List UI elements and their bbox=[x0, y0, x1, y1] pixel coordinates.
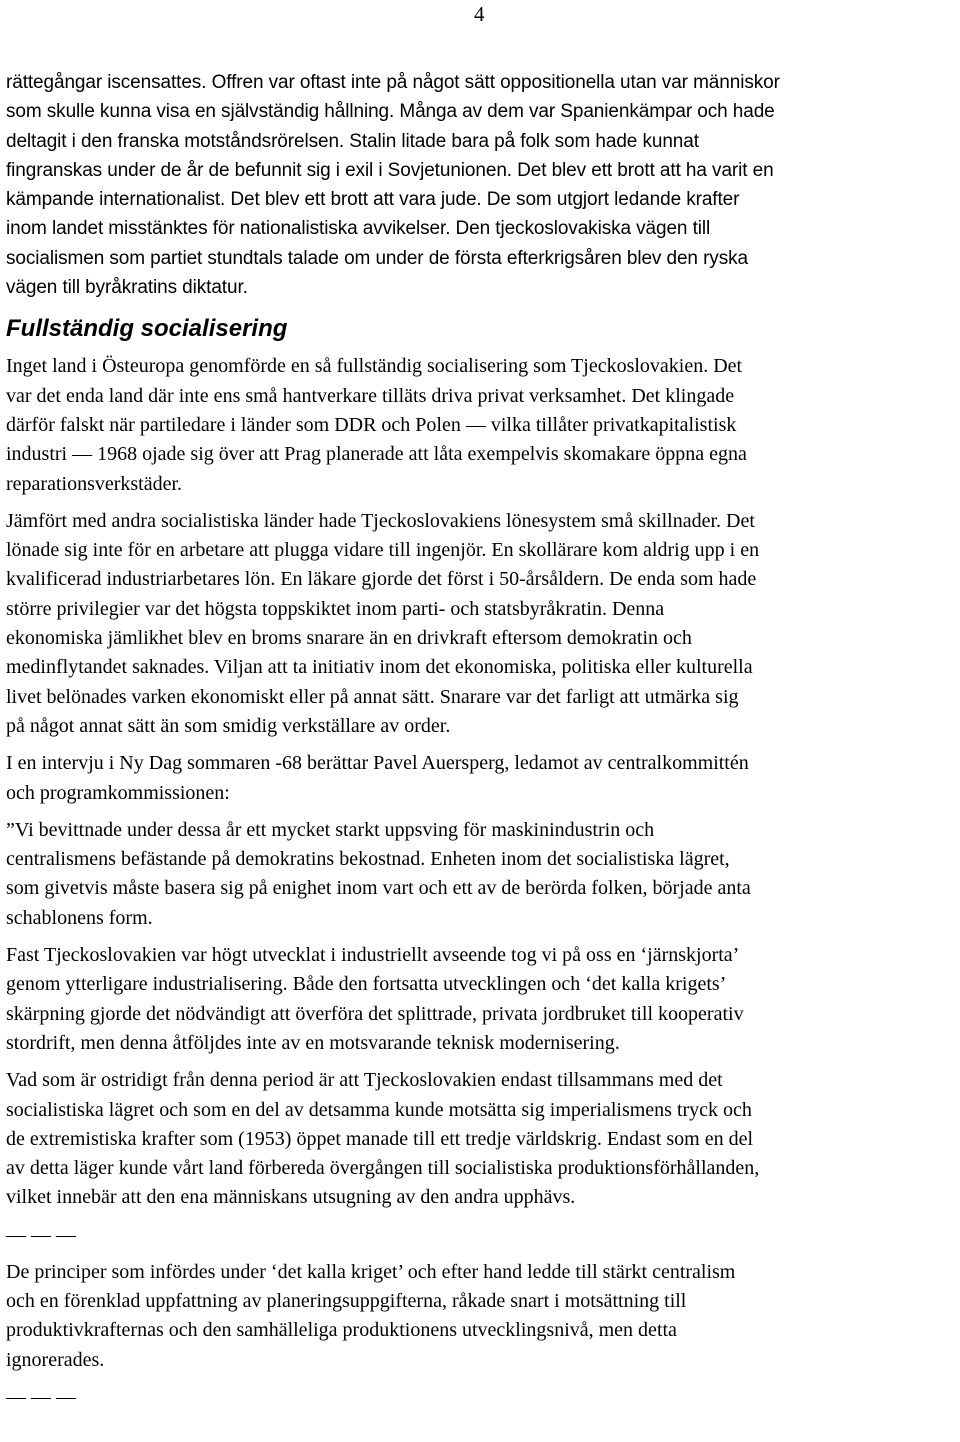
quote-paragraph-2 bbox=[6, 941, 957, 1058]
section-separator: — — — bbox=[6, 1223, 76, 1246]
text-line: vilket innebär att den ena människans utsugning av den andra upphävs. bbox=[6, 1186, 576, 1209]
quote-paragraph-closing bbox=[6, 1258, 957, 1375]
section-separator: — — — bbox=[6, 1385, 76, 1408]
text-line: på något annat sätt än som smidig verkställare av order. bbox=[6, 714, 451, 737]
text-line: av detta läger kunde vårt land förbereda övergången till socialistiska produktionsförhållanden, bbox=[6, 1157, 760, 1180]
quote-paragraph-1 bbox=[6, 816, 957, 933]
text-line: Jämfört med andra socialistiska länder hade Tjeckoslovakiens lönesystem små skillnader. Det bbox=[6, 509, 755, 532]
text-line: stordrift, men denna åtföljdes inte av en motsvarande teknisk modernisering. bbox=[6, 1031, 620, 1054]
text-line: De principer som infördes under ‘det kalla kriget’ och efter hand ledde till stärkt centralism bbox=[6, 1260, 736, 1283]
text-line: kämpande internationalist. Det blev ett brott att vara jude. De som utgjort ledande krafter bbox=[6, 189, 740, 211]
text-line: deltagit i den franska motståndsrörelsen. Stalin litade bara på folk som hade kunnat bbox=[6, 130, 699, 152]
text-line: ”Vi bevittnade under dessa år ett mycket starkt uppsving för maskinindustrin och bbox=[6, 818, 655, 841]
text-line: större privilegier var det högsta toppskiktet inom parti- och statsbyråkratin. Denna bbox=[6, 597, 665, 620]
paragraph-lonesystem bbox=[6, 507, 957, 741]
text-line: livet belönades varken ekonomiskt eller på annat sätt. Snarare var det farligt att utmärka sig bbox=[6, 685, 739, 708]
text-line: de extremistiska krafter som (1953) öppet manade till ett tredje världskrig. Endast som en del bbox=[6, 1127, 754, 1150]
text-line: produktivkrafternas och den samhälleliga produktionens utvecklingsnivå, men detta bbox=[6, 1319, 677, 1342]
text-line: industri — 1968 ojade sig över att Prag planerade att låta exempelvis skomakare öppna egna bbox=[6, 443, 747, 466]
quote-paragraph-3 bbox=[6, 1066, 957, 1212]
text-line: medinflytandet saknades. Viljan att ta initiativ inom det ekonomiska, politiska eller kulturella bbox=[6, 656, 753, 679]
text-line: centralismens befästande på demokratins bekostnad. Enheten inom det socialistiska lägret, bbox=[6, 848, 730, 871]
text-line: reparationsverkstäder. bbox=[6, 472, 183, 495]
paragraph-intervju bbox=[6, 749, 957, 808]
text-line: lönade sig inte för en arbetare att plugga vidare till ingenjör. En skollärare kom aldrig upp i en bbox=[6, 539, 760, 562]
text-line: som skulle kunna visa en självständig hållning. Många av dem var Spanienkämpar och hade bbox=[6, 101, 775, 123]
text-line: Fast Tjeckoslovakien var högt utvecklat i industriellt avseende tog vi på oss en ‘järnskjorta’ bbox=[6, 944, 740, 967]
text-line: inom landet misstänktes för nationalistiska avvikelser. Den tjeckoslovakiska vägen till bbox=[6, 218, 711, 240]
text-line: fingranskas under de år de befunnit sig i exil i Sovjetunionen. Det blev ett brott att ha varit en bbox=[6, 159, 774, 181]
paragraph-socialisering bbox=[6, 352, 957, 498]
text-line: Vad som är ostridigt från denna period är att Tjeckoslovakien endast tillsammans med det bbox=[6, 1069, 723, 1092]
text-line: socialismen som partiet stundtals talade om under de första efterkrigsåren blev den ryska bbox=[6, 247, 748, 269]
intro-paragraph bbox=[6, 68, 957, 302]
text-line: och programkommissionen: bbox=[6, 781, 230, 804]
text-line: därför falskt när partiledare i länder som DDR och Polen — vilka tillåter privatkapitalistisk bbox=[6, 413, 737, 436]
text-line: socialistiska lägret och som en del av detsamma kunde motsätta sig imperialismens tryck och bbox=[6, 1098, 752, 1121]
text-line: Inget land i Östeuropa genomförde en så fullständig socialisering som Tjeckoslovakien. Det bbox=[6, 355, 743, 378]
page-number: 4 bbox=[474, 2, 485, 26]
text-line: genom ytterligare industrialisering. Både den fortsatta utvecklingen och ‘det kalla krigets’ bbox=[6, 973, 727, 996]
section-heading: Fullständig socialisering bbox=[6, 315, 288, 343]
text-line: kvalificerad industriarbetares lön. En läkare gjorde det först i 50-årsåldern. De enda som hade bbox=[6, 568, 757, 591]
text-line: ignorerades. bbox=[6, 1348, 105, 1371]
text-line: schablonens form. bbox=[6, 906, 153, 929]
text-line: skärpning gjorde det nödvändigt att överföra det splittrade, privata jordbruket till kooperativ bbox=[6, 1002, 744, 1025]
text-line: ekonomiska jämlikhet blev en broms snarare än en drivkraft eftersom demokratin och bbox=[6, 627, 692, 650]
text-line: och en förenklad uppfattning av planeringsuppgifterna, råkade snart i motsättning till bbox=[6, 1289, 687, 1312]
text-line: var det enda land där inte ens små hantverkare tilläts driva privat verksamhet. Det klingade bbox=[6, 384, 735, 407]
document-body bbox=[6, 68, 957, 1420]
text-line: rättegångar iscensattes. Offren var oftast inte på något sätt oppositionella utan var människor bbox=[6, 72, 780, 93]
text-line: vägen till byråkratins diktatur. bbox=[6, 277, 248, 299]
text-line: som givetvis måste basera sig på enighet inom vart och ett av de berörda folken, började anta bbox=[6, 877, 751, 900]
text-line: I en intervju i Ny Dag sommaren -68 berättar Pavel Auersperg, ledamot av centralkommittén bbox=[6, 752, 749, 775]
